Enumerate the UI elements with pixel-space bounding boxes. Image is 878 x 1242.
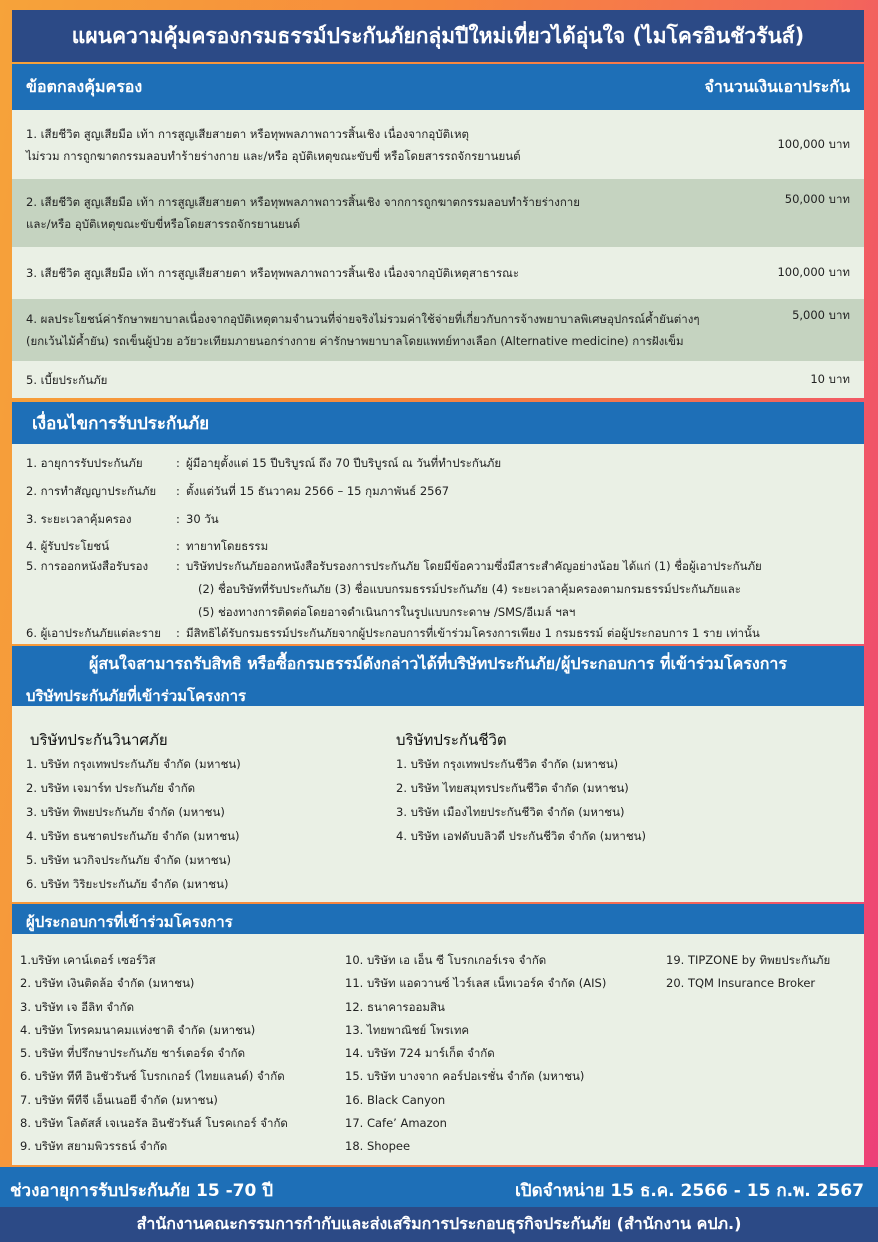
- insurers-panel: [12, 706, 864, 902]
- notice-text: ผู้สนใจสามารถรับสิทธิ หรือซื้อกรมธรรม์ดังกล่าวได้ที่บริษัทประกันภัย/ผู้ประกอบการ ที่เข้าร่วมโครงการ: [88, 654, 788, 673]
- list-item: 16. Black Canyon: [345, 1092, 446, 1107]
- operators-panel: [12, 934, 864, 1165]
- coverage-row: [12, 299, 864, 361]
- condition-value: 30 วัน: [186, 512, 219, 526]
- title-text: แผนความคุ้มครองกรมธรรม์ประกันภัยกลุ่มปีใหม่เที่ยวได้อุ่นใจ (ไมโครอินชัวรันส์): [71, 23, 805, 48]
- list-item: 18. Shopee: [345, 1139, 411, 1154]
- list-item: 2. บริษัท ไทยสมุทรประกันชีวิต จำกัด (มหาชน): [396, 781, 629, 795]
- list-item: 4. บริษัท ธนชาตประกันภัย จำกัด (มหาชน): [26, 829, 240, 843]
- coverage-text: 5. เบี้ยประกันภัย: [26, 372, 108, 387]
- list-item: 6. บริษัท ทีที อินชัวรันซ์ โบรกเกอร์ (ไทยแลนด์) จำกัด: [20, 1069, 285, 1084]
- coverage-row: [12, 361, 864, 398]
- operators-col2: [345, 949, 606, 1159]
- list-item: 6. บริษัท วิริยะประกันภัย จำกัด (มหาชน): [26, 877, 229, 891]
- coverage-amount: 5,000 บาท: [792, 308, 850, 322]
- life-title: บริษัทประกันชีวิต: [396, 731, 507, 749]
- coverage-row: [12, 247, 864, 299]
- conditions-header-text: เงื่อนไขการรับประกันภัย: [32, 413, 210, 434]
- condition-label: 5. การออกหนังสือรับรอง: [26, 559, 149, 573]
- list-item: 4. บริษัท เอฟดับบลิวดี ประกันชีวิต จำกัด (มหาชน): [396, 829, 647, 843]
- coverage-panel: [12, 64, 864, 398]
- list-item: 3. บริษัท เมืองไทยประกันชีวิต จำกัด (มหาชน): [396, 805, 625, 819]
- sale-period-label: เปิดจำหน่าย 15 ธ.ค. 2566 - 15 ก.พ. 2567: [515, 1181, 864, 1201]
- footer-bar: [0, 1167, 878, 1207]
- agency-name: สำนักงานคณะกรรมการกำกับและส่งเสริมการประกอบธุรกิจประกันภัย (สำนักงาน คปภ.): [136, 1214, 742, 1233]
- coverage-text: และ/หรือ อุบัติเหตุขณะขับขี่หรือโดยสารรถจักรยานยนต์: [26, 217, 301, 231]
- coverage-amount: 100,000 บาท: [777, 265, 850, 279]
- nonlife-title: บริษัทประกันวินาศภัย: [30, 731, 168, 749]
- condition-label: 4. ผู้รับประโยชน์: [26, 539, 110, 553]
- list-item: 14. บริษัท 724 มาร์เก็ต จำกัด: [345, 1046, 495, 1061]
- list-item: 2. บริษัท เงินติดล้อ จำกัด (มหาชน): [20, 976, 195, 991]
- list-item: 4. บริษัท โทรคมนาคมแห่งชาติ จำกัด (มหาชน): [20, 1022, 256, 1037]
- operators-col1: [20, 949, 288, 1159]
- condition-row: 1. อายุการรับประกันภัย : ผู้มีอายุตั้งแต่ 15 ปีบริบูรณ์ ถึง 70 ปีบริบูรณ์ ณ วันที่ทำประกันภัย: [26, 452, 846, 475]
- list-item: 5. บริษัท ที่ปรึกษาประกันภัย ชาร์เตอร์ด จำกัด: [20, 1046, 246, 1061]
- coverage-text: 1. เสียชีวิต สูญเสียมือ เท้า การสูญเสียสายตา หรือทุพพลภาพถาวรสิ้นเชิง เนื่องจากอุบัติเหตุ: [26, 126, 470, 141]
- coverage-text: 4. ผลประโยชน์ค่ารักษาพยาบาลเนื่องจากอุบัติเหตุตามจำนวนที่จ่ายจริงไม่รวมค่าใช้จ่ายที่เกี่ยวกับการจ้างพยาบาลพิเศษอุปกรณ์ค้ำยันต่างๆ: [26, 312, 700, 326]
- list-item: 1. บริษัท กรุงเทพประกันภัย จำกัด (มหาชน): [26, 757, 241, 771]
- condition-row: 3. ระยะเวลาคุ้มครอง : 30 วัน: [26, 508, 846, 531]
- age-range-label: ช่วงอายุการรับประกันภัย 15 -70 ปี: [10, 1181, 274, 1201]
- condition-label: 6. ผู้เอาประกันภัยแต่ละราย: [26, 626, 161, 640]
- condition-label: 3. ระยะเวลาคุ้มครอง: [26, 512, 132, 526]
- list-item: 13. ไทยพาณิชย์ โพรเทค: [345, 1022, 470, 1037]
- condition-value: บริษัทประกันภัยออกหนังสือรับรองการประกันภัย โดยมีข้อความซึ่งมีสาระสำคัญอย่างน้อย ได้แก่ (1) ชื่อผู้เอาประกันภัย: [186, 559, 762, 573]
- list-item: 5. บริษัท นวกิจประกันภัย จำกัด (มหาชน): [26, 853, 231, 867]
- coverage-header-right: จำนวนเงินเอาประกัน: [704, 76, 850, 96]
- coverage-header: [12, 64, 864, 110]
- agency-bar: [0, 1207, 878, 1242]
- list-item: 1.บริษัท เคาน์เตอร์ เซอร์วิส: [20, 953, 156, 967]
- insurers-header: บริษัทประกันภัยที่เข้าร่วมโครงการ: [26, 687, 247, 705]
- coverage-text: ไม่รวม การถูกฆาตกรรมลอบทำร้ายร่างกาย และ/หรือ อุบัติเหตุขณะขับขี่ หรือโดยสารรถจักรยานยนต์: [26, 148, 521, 163]
- list-item: 10. บริษัท เอ เอ็น ซี โบรกเกอร์เรจ จำกัด: [345, 953, 547, 967]
- condition-label: 2. การทำสัญญาประกันภัย: [26, 484, 157, 498]
- coverage-text: 3. เสียชีวิต สูญเสียมือ เท้า การสูญเสียสายตา หรือทุพพลภาพถาวรสิ้นเชิง เนื่องจากอุบัติเหตุสาธารณะ: [26, 266, 519, 280]
- condition-value: มีสิทธิได้รับกรมธรรม์ประกันภัยจากผู้ประกอบการที่เข้าร่วมโครงการเพียง 1 กรมธรรม์ ต่อผู้ประกอบการ 1 ราย เท่านั้น: [186, 626, 760, 640]
- condition-row: 5. การออกหนังสือรับรอง : บริษัทประกันภัยออกหนังสือรับรองการประกันภัย โดยมีข้อความซึ่งมีสาระสำคัญอย่างน้อย ได้แก่ (1) ชื่อผู้เอาประกันภัย (2) ชื่อบริษัทที่รับประกันภัย (3) ชื่อแบบกรมธรรม์ประกันภัย (4) ระยะเวลาคุ้มครองตามกรมธรรม์ประกันภัยและ (5) ช่องทางการติดต่อโดยอาจดำเนินการในรูปแบบกระดาษ /SMS/อีเมล์ ฯลฯ: [26, 555, 846, 624]
- coverage-row: [12, 110, 864, 179]
- coverage-row: [12, 179, 864, 247]
- list-item: 7. บริษัท พีทีจี เอ็นเนอยี จำกัด (มหาชน): [20, 1092, 218, 1107]
- condition-row: 4. ผู้รับประโยชน์ : ทายาทโดยธรรม: [26, 535, 846, 558]
- page-title: [12, 10, 864, 62]
- notice-band: [12, 646, 864, 706]
- list-item: 3. บริษัท เจ อีลิท จำกัด: [20, 999, 135, 1014]
- condition-row: 2. การทำสัญญาประกันภัย : ตั้งแต่วันที่ 15 ธันวาคม 2566 – 15 กุมภาพันธ์ 2567: [26, 480, 846, 503]
- coverage-text: 2. เสียชีวิต สูญเสียมือ เท้า การสูญเสียสายตา หรือทุพพลภาพถาวรสิ้นเชิง จากการถูกฆาตกรรมลอบทำร้ายร่างกาย: [26, 195, 580, 209]
- nonlife-list: [26, 752, 241, 896]
- list-item: 3. บริษัท ทิพยประกันภัย จำกัด (มหาชน): [26, 805, 225, 819]
- list-item: 1. บริษัท กรุงเทพประกันชีวิต จำกัด (มหาชน): [396, 757, 619, 771]
- operators-header: [12, 904, 864, 934]
- condition-value: ทายาทโดยธรรม: [186, 539, 269, 553]
- operators-col3: [666, 949, 830, 996]
- list-item: 19. TIPZONE by ทิพยประกันภัย: [666, 953, 831, 967]
- condition-value: (5) ช่องทางการติดต่อโดยอาจดำเนินการในรูปแบบกระดาษ /SMS/อีเมล์ ฯลฯ: [198, 605, 576, 619]
- coverage-text: (ยกเว้นไม้ค้ำยัน) รถเข็นผู้ป่วย อวัยวะเทียมภายนอกร่างกาย ค่ารักษาพยาบาลโดยแพทย์ทางเลือก (Alternative medicine) การฝังเข็ม: [26, 334, 684, 348]
- list-item: 9. บริษัท สยามพิวรรธน์ จำกัด: [20, 1139, 168, 1154]
- conditions-header: [12, 402, 864, 444]
- list-item: 8. บริษัท โลตัสส์ เจเนอรัล อินชัวรันส์ โบรคเกอร์ จำกัด: [20, 1116, 288, 1131]
- condition-value: (2) ชื่อบริษัทที่รับประกันภัย (3) ชื่อแบบกรมธรรม์ประกันภัย (4) ระยะเวลาคุ้มครองตามกรมธรรม์ประกันภัยและ: [198, 582, 741, 596]
- condition-label: 1. อายุการรับประกันภัย: [26, 456, 143, 470]
- list-item: 17. Cafe’ Amazon: [345, 1116, 447, 1131]
- coverage-amount: 10 บาท: [810, 371, 850, 386]
- coverage-header-left: ข้อตกลงคุ้มครอง: [26, 76, 143, 96]
- list-item: 11. บริษัท แอดวานซ์ ไวร์เลส เน็ทเวอร์ค จำกัด (AIS): [345, 976, 607, 991]
- condition-value: ตั้งแต่วันที่ 15 ธันวาคม 2566 – 15 กุมภาพันธ์ 2567: [186, 484, 450, 498]
- list-item: 20. TQM Insurance Broker: [666, 976, 816, 991]
- life-list: [396, 752, 646, 848]
- coverage-amount: 50,000 บาท: [784, 192, 850, 206]
- list-item: 12. ธนาคารออมสิน: [345, 999, 445, 1014]
- coverage-amount: 100,000 บาท: [777, 136, 850, 151]
- condition-value: ผู้มีอายุตั้งแต่ 15 ปีบริบูรณ์ ถึง 70 ปีบริบูรณ์ ณ วันที่ทำประกันภัย: [186, 456, 502, 470]
- operators-header-text: ผู้ประกอบการที่เข้าร่วมโครงการ: [26, 913, 233, 931]
- condition-row: 6. ผู้เอาประกันภัยแต่ละราย : มีสิทธิได้รับกรมธรรม์ประกันภัยจากผู้ประกอบการที่เข้าร่วมโครงการเพียง 1 กรมธรรม์ ต่อผู้ประกอบการ 1 ราย เท่านั้น: [26, 622, 846, 645]
- conditions-panel: [12, 402, 864, 644]
- list-item: 15. บริษัท บางจาก คอร์ปอเรชั่น จำกัด (มหาชน): [345, 1069, 585, 1084]
- list-item: 2. บริษัท เจมาร์ท ประกันภัย จำกัด: [26, 781, 196, 795]
